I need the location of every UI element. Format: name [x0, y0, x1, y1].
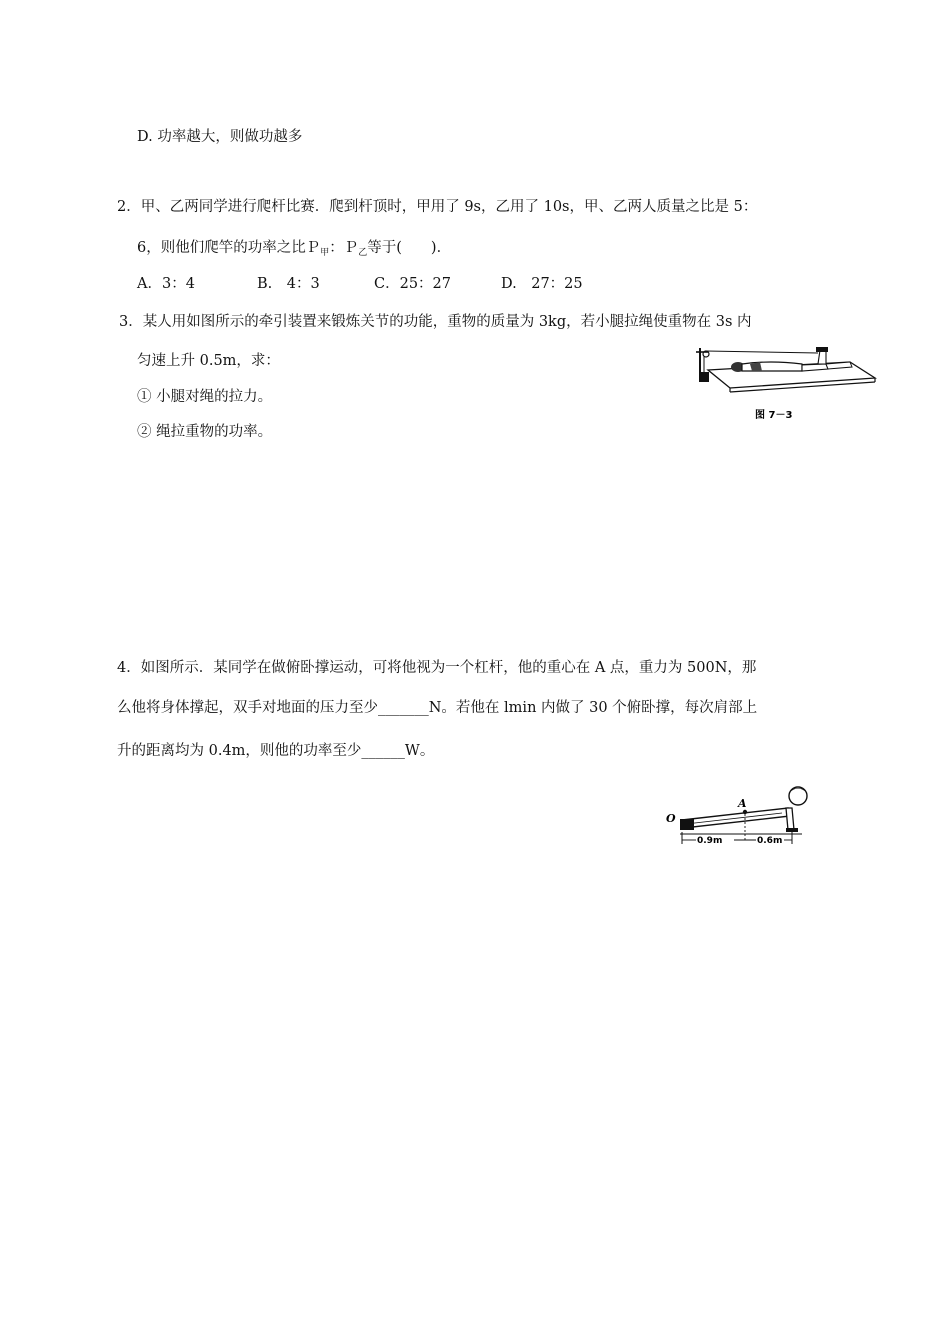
q2-line2-post: 等于( )． [367, 240, 452, 256]
q4-line3: 升的距离均为 0.4m，则他的功率至少______W。 [117, 743, 435, 759]
traction-device-figure [690, 340, 880, 425]
q2-line1: 2．甲、乙两同学进行爬杆比赛．爬到杆顶时，甲用了 9s，乙用了 10s，甲、乙两人质量之比是 5： [117, 199, 758, 215]
q2-option-c: C．25：27 [374, 276, 451, 292]
q3-item2: ② 绳拉重物的功率。 [137, 424, 273, 440]
q2-sub-jia: 甲 [320, 248, 330, 258]
q2-line2-mid: ：Ｐ [329, 240, 359, 256]
pushup-lever-illustration [662, 784, 828, 852]
q2-option-a: A．3：4 [137, 276, 195, 292]
q2-options [137, 274, 583, 294]
q4-line2: 么他将身体撑起，双手对地面的压力至少_______N。若他在 lmin 内做了 30 个俯卧撑，每次肩部上 [117, 700, 758, 716]
q2-option-d: D. 27：25 [501, 276, 583, 292]
q3-line2: 匀速上升 0.5m，求： [137, 353, 280, 369]
traction-device-illustration [690, 340, 880, 425]
dimension-0-6m: 0.6m [757, 836, 783, 846]
dimension-0-9m: 0.9m [697, 836, 723, 846]
q2-line2 [137, 238, 451, 263]
q2-option-b: B. 4：3 [257, 276, 320, 292]
q3-line1: 3．某人用如图所示的牵引装置来锻炼关节的功能，重物的质量为 3kg，若小腿拉绳使重物在 3s 内 [119, 314, 752, 330]
figure-7-3-caption: 图 7－3 [755, 410, 793, 421]
q4-line1: 4．如图所示．某同学在做俯卧撑运动，可将他视为一个杠杆，他的重心在 A 点，重力为 500N，那 [117, 660, 757, 676]
cog-label-a: A [738, 797, 747, 810]
pivot-label-o: O [666, 812, 676, 825]
q2-line2-pre: 6，则他们爬竿的功率之比Ｐ [137, 240, 321, 256]
q3-item1: ① 小腿对绳的拉力。 [137, 389, 273, 405]
q1-option-d: D. 功率越大，则做功越多 [137, 129, 303, 145]
q2-sub-yi: 乙 [358, 248, 368, 258]
pushup-lever-figure [662, 784, 828, 852]
